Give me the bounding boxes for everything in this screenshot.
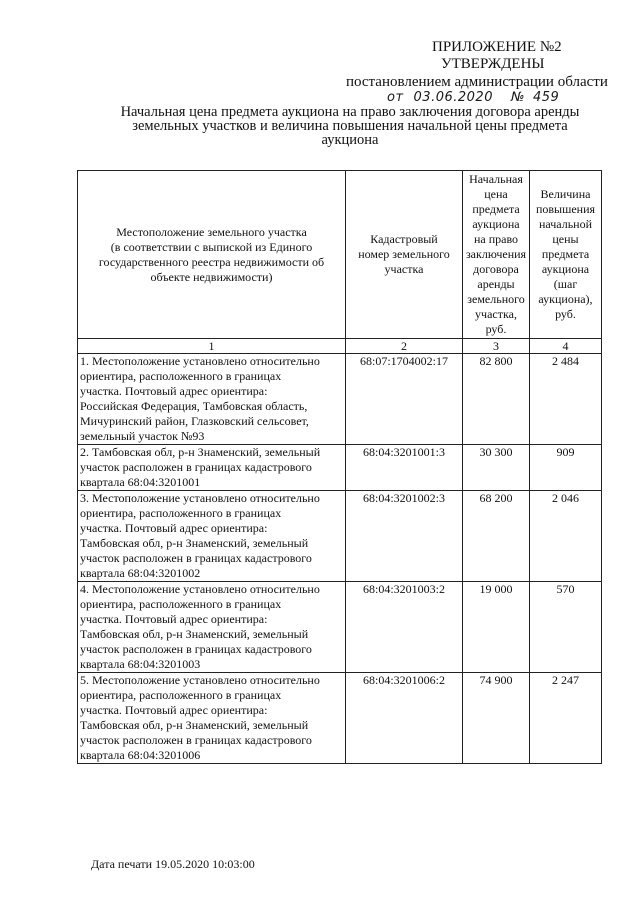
table-header-row: [78, 171, 602, 339]
cell-cadastral: 68:04:3201003:2: [346, 582, 463, 673]
cell-cadastral: 68:04:3201006:2: [346, 673, 463, 764]
resolution-number: 459: [533, 90, 560, 105]
table-row: [78, 445, 602, 491]
print-date: Дата печати 19.05.2020 10:03:00: [91, 857, 255, 871]
table-row: [78, 354, 602, 445]
cell-location: 1. Местоположение установлено относительно ориентира, расположенного в границах участка. Почтовый адрес ориентира: Российская Федерация, Тамбовская область, Мичуринский район, Глазковский сельсовет, земельный участок №93: [78, 354, 346, 445]
header-location: Местоположение земельного участка (в соответствии с выпиской из Единого государственного реестра недвижимости об объекте недвижимости): [78, 171, 346, 339]
header-step: Величина повышения начальной цены предмета аукциона (шаг аукциона), руб.: [530, 171, 602, 339]
cell-price: 74 900: [463, 673, 530, 764]
cell-cadastral: 68:04:3201002:3: [346, 491, 463, 582]
title-line: Начальная цена предмета аукциона на право заключения договора аренды: [120, 104, 580, 120]
cell-cadastral: 68:07:1704002:17: [346, 354, 463, 445]
cell-step: 909: [530, 445, 602, 491]
cell-cadastral: 68:04:3201001:3: [346, 445, 463, 491]
appendix-label: ПРИЛОЖЕНИЕ №2: [432, 39, 562, 55]
cell-step: 2 484: [530, 354, 602, 445]
cell-location: 2. Тамбовская обл, р-н Знаменский, земельный участок расположен в границах кадастрового квартала 68:04:3201001: [78, 445, 346, 491]
title-line: земельных участков и величина повышения начальной цены предмета: [132, 118, 568, 134]
table-row: [78, 673, 602, 764]
column-number: 4: [530, 339, 602, 354]
cell-price: 19 000: [463, 582, 530, 673]
header-cadastral: Кадастровый номер земельного участка: [346, 171, 463, 339]
cell-price: 82 800: [463, 354, 530, 445]
column-number-row: [78, 339, 602, 354]
document-title: [70, 105, 630, 147]
table-row: [78, 491, 602, 582]
title-line: аукциона: [321, 132, 379, 148]
number-prefix: №: [510, 90, 525, 105]
cell-price: 30 300: [463, 445, 530, 491]
date-prefix: от: [387, 90, 404, 105]
resolution-date: 03.06.2020: [413, 90, 493, 105]
cell-price: 68 200: [463, 491, 530, 582]
header-price: Начальная цена предмета аукциона на право заключения договора аренды земельного участка, руб.: [463, 171, 530, 339]
auction-table: [77, 170, 602, 764]
cell-location: 4. Местоположение установлено относительно ориентира, расположенного в границах участка. Почтовый адрес ориентира: Тамбовская обл, р-н Знаменский, земельный участок расположен в границах кадастрового квартала 68:04:3201003: [78, 582, 346, 673]
cell-step: 2 046: [530, 491, 602, 582]
column-number: 2: [346, 339, 463, 354]
column-number: 1: [78, 339, 346, 354]
approved-label: УТВЕРЖДЕНЫ: [441, 56, 545, 72]
cell-step: 2 247: [530, 673, 602, 764]
cell-location: 3. Местоположение установлено относительно ориентира, расположенного в границах участка. Почтовый адрес ориентира: Тамбовская обл, р-н Знаменский, земельный участок расположен в границах кадастрового квартала 68:04:3201002: [78, 491, 346, 582]
cell-step: 570: [530, 582, 602, 673]
resolution-label: постановлением администрации области: [346, 74, 608, 90]
column-number: 3: [463, 339, 530, 354]
table-row: [78, 582, 602, 673]
cell-location: 5. Местоположение установлено относительно ориентира, расположенного в границах участка. Почтовый адрес ориентира: Тамбовская обл, р-н Знаменский, земельный участок расположен в границах кадастрового квартала 68:04:3201006: [78, 673, 346, 764]
